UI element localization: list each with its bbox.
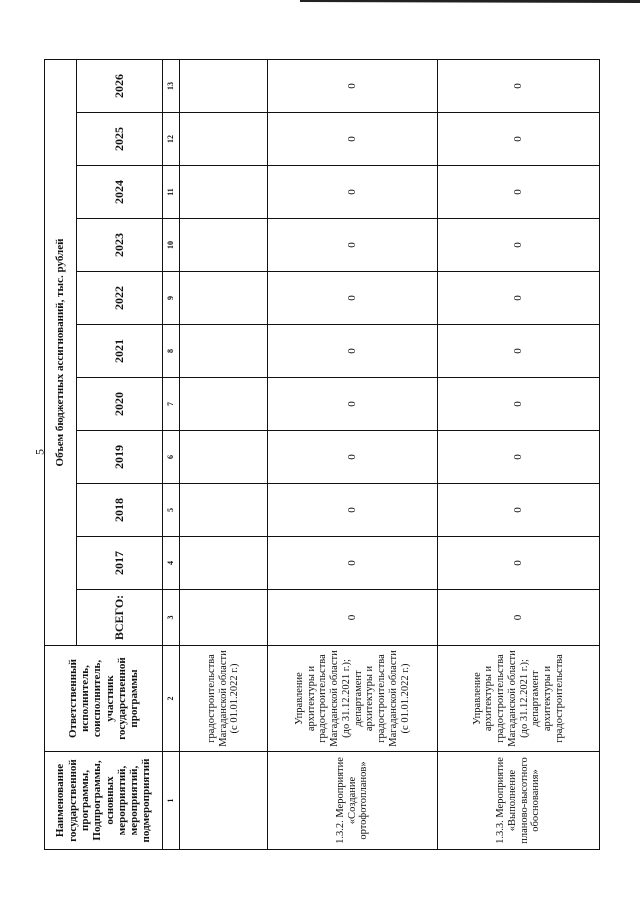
header-name: Наименование государственной программы, Подпрограммы, основных мероприятий, мероприятий, подмероприятий [45, 752, 163, 850]
row-value: 0 [438, 590, 600, 646]
row-name: 1.3.3. Мероприятие «Выполнение планово-высотного обоснования» [438, 752, 600, 850]
table-row [268, 60, 438, 850]
row-value [180, 484, 268, 537]
column-number: 6 [163, 431, 180, 484]
column-number: 5 [163, 484, 180, 537]
column-number: 3 [163, 590, 180, 646]
header-year: 2017 [77, 537, 163, 590]
row-value: 0 [268, 484, 438, 537]
row-value: 0 [268, 378, 438, 431]
header-year: 2022 [77, 272, 163, 325]
header-year: 2019 [77, 431, 163, 484]
column-number: 1 [163, 752, 180, 850]
column-number: 7 [163, 378, 180, 431]
row-value [180, 166, 268, 219]
header-year: 2021 [77, 325, 163, 378]
row-value: 0 [438, 219, 600, 272]
row-value [180, 537, 268, 590]
header-executor: Ответственный исполнитель, соисполнитель, участник государственной программы [45, 646, 163, 752]
row-value: 0 [438, 537, 600, 590]
header-year: 2026 [77, 60, 163, 113]
column-number: 8 [163, 325, 180, 378]
row-value [180, 431, 268, 484]
row-value [180, 325, 268, 378]
column-number: 13 [163, 60, 180, 113]
row-value: 0 [438, 378, 600, 431]
header-year: 2025 [77, 113, 163, 166]
row-executor: градостроительства Магаданской области (с 01.01.2022 г.) [180, 646, 268, 752]
row-value: 0 [438, 484, 600, 537]
row-value: 0 [268, 272, 438, 325]
row-executor: Управление архитектуры и градостроительства Магаданской области (до 31.12.2021 г.); департамент архитектуры и градостроительства Магаданской области (с 01.01.2022 г.) [268, 646, 438, 752]
header-year: 2024 [77, 166, 163, 219]
row-value: 0 [268, 537, 438, 590]
row-name [180, 752, 268, 850]
column-number: 2 [163, 646, 180, 752]
row-value: 0 [268, 325, 438, 378]
row-value [180, 378, 268, 431]
scan-edge [0, 0, 640, 8]
row-value: 0 [438, 431, 600, 484]
budget-table [44, 59, 600, 850]
column-number: 12 [163, 113, 180, 166]
row-value: 0 [268, 113, 438, 166]
column-number: 10 [163, 219, 180, 272]
header-total: ВСЕГО: [77, 590, 163, 646]
table-row [180, 60, 268, 850]
header-year: 2023 [77, 219, 163, 272]
row-value: 0 [438, 325, 600, 378]
column-number: 4 [163, 537, 180, 590]
row-value [180, 272, 268, 325]
header-funding: Объем бюджетных ассигнований, тыс. рублей [45, 60, 77, 646]
row-value: 0 [438, 272, 600, 325]
row-value: 0 [438, 113, 600, 166]
row-executor: Управление архитектуры и градостроительства Магаданской области (до 31.12.2021 г.); департамент архитектуры и градостроительства [438, 646, 600, 752]
row-value: 0 [438, 166, 600, 219]
table-row [438, 60, 600, 850]
row-value: 0 [268, 431, 438, 484]
row-value [180, 219, 268, 272]
row-value [180, 590, 268, 646]
row-value: 0 [268, 590, 438, 646]
page-number: 5 [32, 449, 47, 455]
row-value [180, 113, 268, 166]
header-year: 2020 [77, 378, 163, 431]
rotated-table-wrapper [44, 60, 596, 850]
column-number: 9 [163, 272, 180, 325]
column-number: 11 [163, 166, 180, 219]
header-year: 2018 [77, 484, 163, 537]
row-value: 0 [268, 60, 438, 113]
row-value: 0 [438, 60, 600, 113]
row-value: 0 [268, 166, 438, 219]
row-value: 0 [268, 219, 438, 272]
row-value [180, 60, 268, 113]
column-number-row [163, 60, 180, 850]
row-name: 1.3.2. Мероприятие «Создание ортофотопланов» [268, 752, 438, 850]
